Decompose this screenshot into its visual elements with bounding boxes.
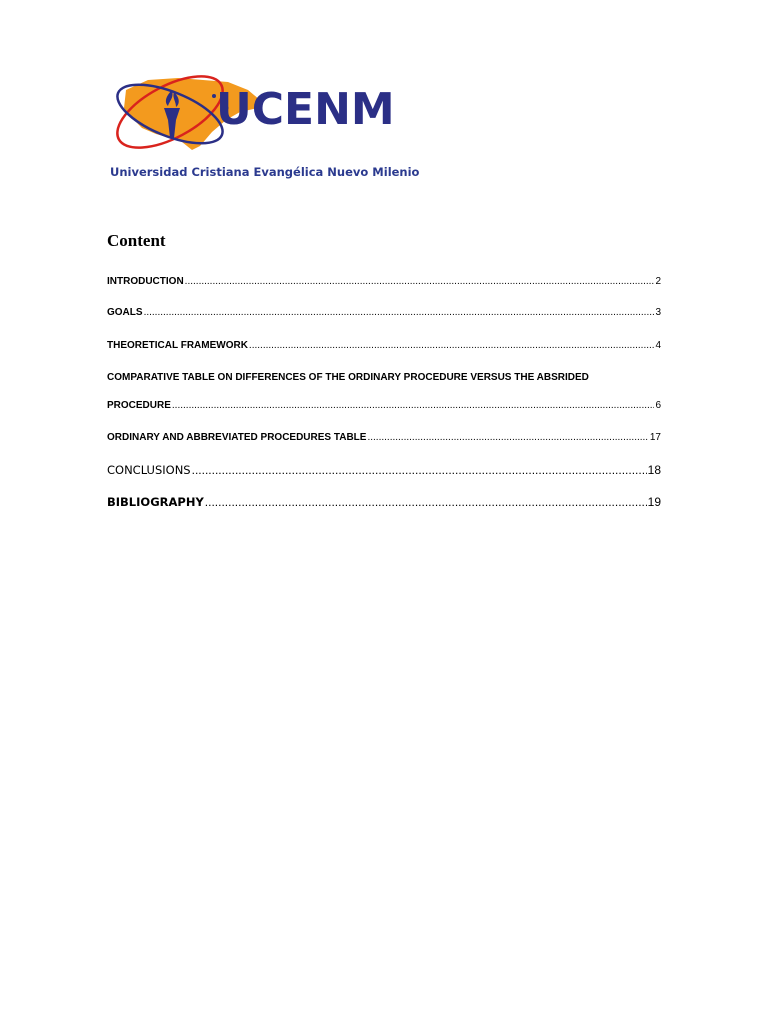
toc-entry-comparative-table-line1[interactable]: COMPARATIVE TABLE ON DIFFERENCES OF THE ORDINARY PROCEDURE VERSUS THE ABSRIDED — [107, 372, 589, 383]
toc-page-number: 19 — [647, 495, 661, 509]
toc-entry-goals[interactable] — [107, 307, 661, 318]
toc-entry-conclusions[interactable] — [107, 463, 661, 477]
toc-page-number: 4 — [655, 340, 661, 351]
toc-leader — [172, 400, 655, 411]
toc-entry-title: BIBLIOGRAPHY — [107, 495, 204, 509]
toc-leader — [367, 432, 648, 443]
toc-entry-introduction[interactable] — [107, 276, 661, 287]
ucenm-logo — [108, 68, 438, 184]
toc-page-number: 3 — [655, 307, 661, 318]
toc-entry-title: PROCEDURE — [107, 400, 171, 411]
toc-entry-title: THEORETICAL FRAMEWORK — [107, 340, 248, 351]
toc-entry-comparative-table[interactable] — [107, 400, 661, 411]
logo-wordmark: UCENM — [216, 84, 395, 135]
toc-entry-procedures-table[interactable] — [107, 432, 661, 443]
toc-page-number: 6 — [655, 400, 661, 411]
toc-entry-title: CONCLUSIONS — [107, 463, 191, 477]
toc-entry-title: ORDINARY AND ABBREVIATED PROCEDURES TABLE — [107, 432, 367, 443]
toc-heading: Content — [107, 231, 166, 250]
logo-tagline: Universidad Cristiana Evangélica Nuevo Milenio — [110, 165, 420, 179]
toc-leader — [144, 307, 655, 318]
toc-page-number: 2 — [655, 276, 661, 287]
toc-entry-theoretical-framework[interactable] — [107, 340, 661, 351]
toc-page-number: 18 — [647, 463, 661, 477]
toc-leader — [249, 340, 655, 351]
toc-leader — [185, 276, 655, 287]
toc-leader — [205, 495, 647, 509]
toc-entry-title: INTRODUCTION — [107, 276, 184, 287]
toc-leader — [192, 463, 647, 477]
toc-page-number: 17 — [649, 432, 661, 443]
toc-entry-bibliography[interactable] — [107, 495, 661, 509]
toc-entry-title: GOALS — [107, 307, 143, 318]
